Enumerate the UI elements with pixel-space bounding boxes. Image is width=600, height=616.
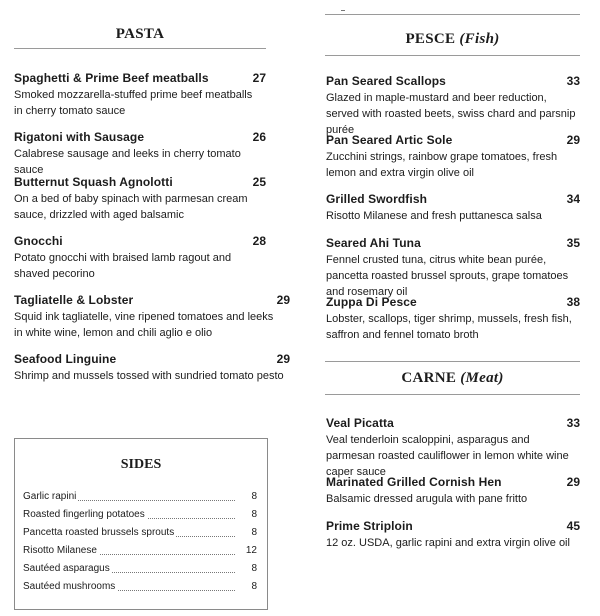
menu-item <box>14 292 290 341</box>
menu-item <box>326 474 580 507</box>
item-description: Glazed in maple-mustard and beer reduction, served with roasted beets, swiss chard and parsnip purée <box>326 92 576 136</box>
item-description: Balsamic dressed arugula with pane fritto <box>326 493 528 505</box>
side-row <box>23 489 257 505</box>
item-name: Butternut Squash Agnolotti <box>14 175 173 189</box>
pesce-subtitle: (Fish) <box>459 31 500 47</box>
side-row <box>23 525 257 541</box>
side-price: 8 <box>235 507 257 523</box>
side-row <box>23 579 257 595</box>
sides-box <box>14 438 268 610</box>
sides-title: SIDES <box>120 457 162 472</box>
item-description: Calabrese sausage and leeks in cherry tomato sauce <box>14 148 241 176</box>
side-row <box>23 561 257 577</box>
item-name: Rigatoni with Sausage <box>14 130 145 144</box>
item-name: Pan Seared Artic Sole <box>326 133 453 147</box>
side-name: Sautéed asparagus <box>23 561 112 577</box>
side-price: 8 <box>235 579 257 595</box>
item-description: On a bed of baby spinach with parmesan cream sauce, drizzled with aged balsamic <box>14 193 248 221</box>
item-name: Prime Striploin <box>326 519 413 533</box>
item-price: 33 <box>566 416 580 430</box>
item-price: 38 <box>566 295 580 309</box>
menu-item <box>14 233 266 282</box>
item-name: Gnocchi <box>14 234 63 248</box>
carne-top-rule <box>325 361 580 362</box>
item-description: Squid ink tagliatelle, vine ripened tomatoes and leeks in white wine, lemon and chili aglio e olio <box>14 311 274 339</box>
side-name: Risotto Milanese <box>23 543 99 559</box>
item-description: Risotto Milanese and fresh puttanesca salsa <box>326 210 542 222</box>
menu-item <box>14 129 266 178</box>
item-name: Grilled Swordfish <box>326 192 428 206</box>
menu-item <box>326 235 580 300</box>
item-price: 29 <box>276 352 290 366</box>
menu-item <box>14 351 290 384</box>
side-price: 8 <box>235 525 257 541</box>
pesce-heading <box>325 31 580 48</box>
item-price: 26 <box>252 130 266 144</box>
item-description: Lobster, scallops, tiger shrimp, mussels, fresh fish, saffron and fennel tomato broth <box>326 313 572 341</box>
item-description: Potato gnocchi with braised lamb ragout and shaved pecorino <box>14 252 232 280</box>
item-description: Fennel crusted tuna, citrus white bean purée, pancetta roasted brussel sprouts, grape tomatoes and rosemary oil <box>326 254 569 298</box>
item-name: Spaghetti & Prime Beef meatballs <box>14 71 209 85</box>
side-row <box>23 543 257 559</box>
carne-subtitle: (Meat) <box>460 370 504 386</box>
item-price: 29 <box>276 293 290 307</box>
item-price: 27 <box>252 71 266 85</box>
item-name: Veal Picatta <box>326 416 394 430</box>
menu-item <box>14 174 266 223</box>
item-name: Tagliatelle & Lobster <box>14 293 134 307</box>
item-price: 35 <box>566 236 580 250</box>
carne-rule <box>325 394 580 395</box>
pesce-top-rule <box>325 14 580 15</box>
side-name: Pancetta roasted brussels sprouts <box>23 525 176 541</box>
decorative-tick <box>341 10 345 11</box>
pasta-heading <box>14 26 266 43</box>
item-description: Zucchini strings, rainbow grape tomatoes, fresh lemon and extra virgin olive oil <box>326 151 558 179</box>
carne-title: CARNE <box>401 370 457 386</box>
item-price: 33 <box>566 74 580 88</box>
item-price: 34 <box>566 192 580 206</box>
pasta-title: PASTA <box>115 26 165 42</box>
item-price: 25 <box>252 175 266 189</box>
side-price: 12 <box>235 543 257 559</box>
item-description: 12 oz. USDA, garlic rapini and extra virgin olive oil <box>326 537 570 549</box>
side-name: Sautéed mushrooms <box>23 579 117 595</box>
item-price: 28 <box>252 234 266 248</box>
item-name: Zuppa Di Pesce <box>326 295 417 309</box>
item-name: Seared Ahi Tuna <box>326 236 421 250</box>
item-name: Pan Seared Scallops <box>326 74 446 88</box>
carne-heading <box>325 370 580 387</box>
menu-item <box>326 415 580 480</box>
menu-item <box>326 73 580 138</box>
item-description: Veal tenderloin scaloppini, asparagus and parmesan roasted cauliflower in lemon white wine caper sauce <box>326 434 569 478</box>
side-row <box>23 507 257 523</box>
side-name: Roasted fingerling potatoes <box>23 507 147 523</box>
menu-item <box>14 70 266 119</box>
side-price: 8 <box>235 489 257 505</box>
menu-item <box>326 191 580 224</box>
menu-item <box>326 132 580 181</box>
pasta-rule <box>14 48 266 49</box>
item-price: 29 <box>566 133 580 147</box>
menu-item <box>326 294 580 343</box>
side-name: Garlic rapini <box>23 489 78 505</box>
pesce-rule <box>325 55 580 56</box>
item-description: Smoked mozzarella-stuffed prime beef meatballs in cherry tomato sauce <box>14 89 253 117</box>
pesce-title: PESCE <box>405 31 456 47</box>
item-name: Seafood Linguine <box>14 352 117 366</box>
item-price: 45 <box>566 519 580 533</box>
side-price: 8 <box>235 561 257 577</box>
item-name: Marinated Grilled Cornish Hen <box>326 475 502 489</box>
item-description: Shrimp and mussels tossed with sundried tomato pesto <box>14 370 284 382</box>
menu-item <box>326 518 580 551</box>
item-price: 29 <box>566 475 580 489</box>
